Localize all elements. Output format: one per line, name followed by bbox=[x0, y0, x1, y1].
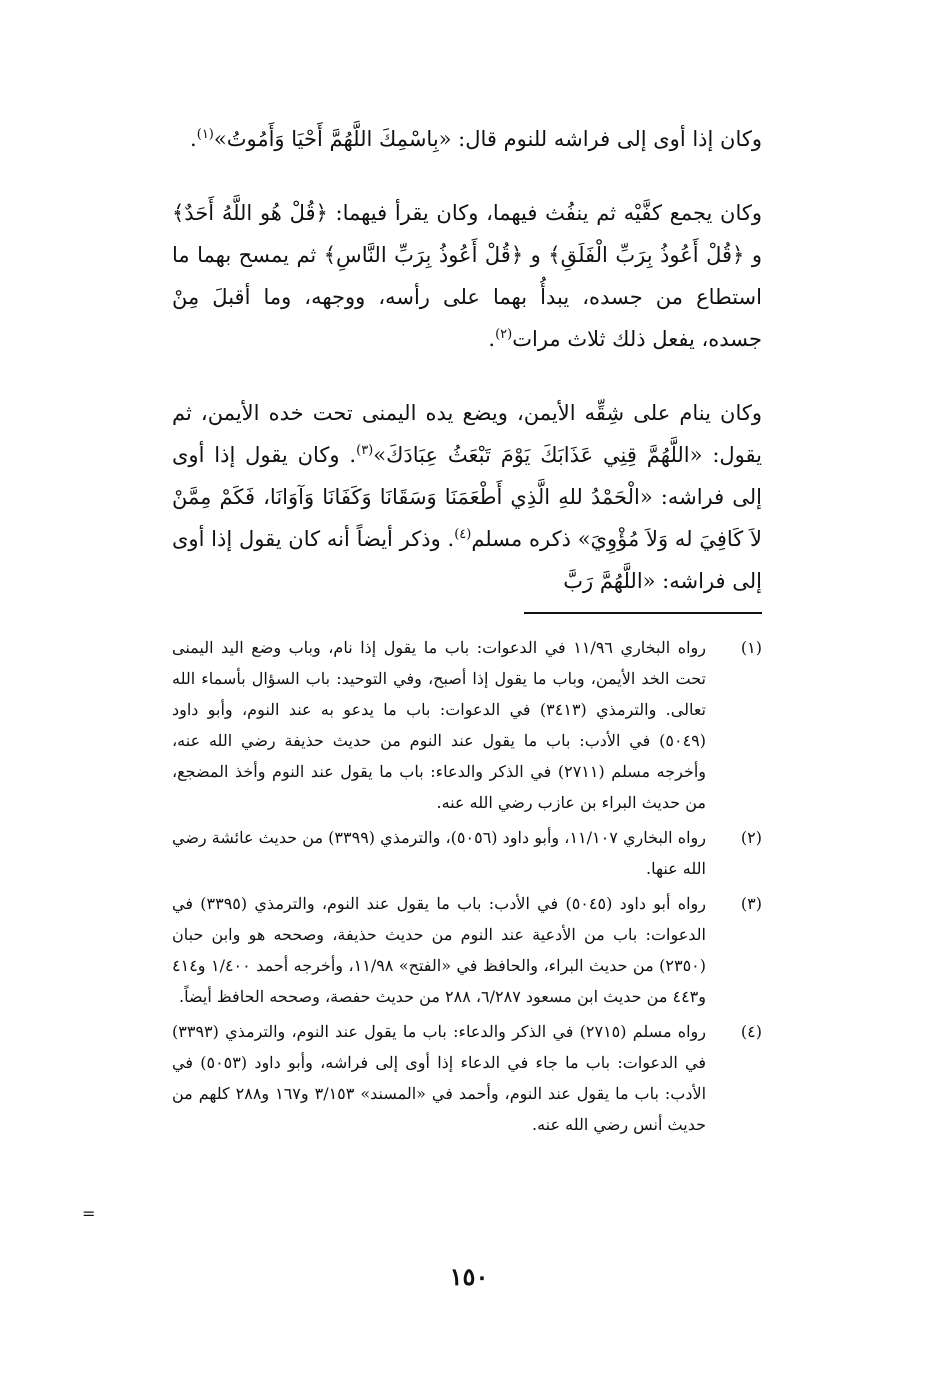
paragraph-end: . bbox=[190, 127, 197, 151]
footnote-number: (٣) bbox=[740, 894, 762, 913]
paragraph-sleeping-side bbox=[172, 392, 762, 602]
page-number: ١٥٠ bbox=[449, 1262, 489, 1291]
footnotes bbox=[172, 632, 762, 1144]
paragraph-text-continued: . وكان يقول إذا أوى إلى فراشه: «الْحَمْدُ للهِ الَّذِي أَطْعَمَنَا وَسَقَانَا وَكَفَانَا وَآوَانَا، فَكَمْ مِمَّنْ لاَ كَافِيَ له وَلاَ مُؤْوِيَ» ذكره مسلم bbox=[172, 443, 762, 551]
footnote-item bbox=[172, 632, 762, 818]
footnote-text: رواه أبو داود (٥٠٤٥) في الأدب: باب ما يقول عند النوم، والترمذي (٣٣٩٥) في الدعوات: باب من الأدعية عند النوم من حديث حذيفة، وصححه هو وابن حبان (٢٣٥٠) من حديث البراء، والحافظ في «الفتح» ١١/٩٨، وأخرجه أحمد ١/٤٠٠ و٤١٤ و٤٤٣ من حديث ابن مسعود ٦/٢٨٧، ٢٨٨ من حديث حفصة، وصححه الحافظ أيضاً. bbox=[172, 894, 707, 1006]
footnote-item bbox=[172, 888, 762, 1012]
continuation-mark: = bbox=[82, 1204, 96, 1223]
footnote-reference: (٢) bbox=[495, 327, 513, 342]
footnote-reference: (٣) bbox=[356, 443, 374, 458]
footnote-item bbox=[172, 822, 762, 884]
footnote-text: رواه البخاري ١١/٩٦ في الدعوات: باب ما يقول إذا نام، وباب وضع اليد اليمنى تحت الخد الأيمن، وباب ما يقول إذا أصبح، وفي التوحيد: باب السؤال بأسماء الله تعالى. والترمذي (٣٤١٣) في الدعوات: باب ما يدعو به عند النوم، وأبو داود (٥٠٤٩) في الأدب: باب ما يقول عند النوم من حديث حذيفة رضي الله عنه، وأخرجه مسلم (٢٧١١) في الذكر والدعاء: باب ما يقول عند النوم وأخذ المضجع، من حديث البراء بن عازب رضي الله عنه. bbox=[172, 638, 707, 812]
paragraph-text: وكان يجمع كفَّيْه ثم ينفُث فيهما، وكان يقرأ فيهما: ﴿قُلْ هُو اللَّهُ أَحَدٌ﴾ و ﴿قُلْ أَعُوذُ بِرَبِّ الْفَلَقِ﴾ و ﴿قُلْ أَعُوذُ بِرَبِّ النَّاسِ﴾ ثم يمسح بهما ما استطاع من جسده، يبدأُ بهما على رأسه، ووجهه، وما أقبلَ مِنْ جسده، يفعل ذلك ثلاث مرات bbox=[172, 201, 762, 351]
paragraph-text-continued: . وذكر أيضاً أنه كان يقول إذا أوى إلى فراشه: «اللَّهُمَّ رَبَّ bbox=[172, 527, 762, 593]
footnote-number: (٢) bbox=[740, 828, 762, 847]
paragraph-recitation bbox=[172, 192, 762, 360]
footnote-text: رواه البخاري ١١/١٠٧، وأبو داود (٥٠٥٦)، والترمذي (٣٣٩٩) من حديث عائشة رضي الله عنها. bbox=[172, 828, 706, 878]
paragraph-text: وكان إذا أوى إلى فراشه للنوم قال: «بِاسْمِكَ اللَّهُمَّ أَحْيَا وَأَمُوتُ» bbox=[213, 127, 762, 151]
footnote-reference: (١) bbox=[196, 127, 214, 142]
footnote-number: (٤) bbox=[740, 1022, 762, 1041]
footnote-item bbox=[172, 1016, 762, 1140]
footnote-reference: (٤) bbox=[454, 527, 472, 542]
footnote-number: (١) bbox=[740, 638, 762, 657]
paragraph-sleep-supplication bbox=[172, 118, 762, 160]
main-text bbox=[172, 118, 762, 602]
footnote-text: رواه مسلم (٢٧١٥) في الذكر والدعاء: باب ما يقول عند النوم، والترمذي (٣٣٩٣) في الدعوات: باب ما جاء في الدعاء إذا أوى إلى فراشه، وأبو داود (٥٠٥٣) في الأدب: باب ما يقول عند النوم، وأحمد في «المسند» ٣/١٥٣ و١٦٧ و٢٨٨ كلهم من حديث أنس رضي الله عنه. bbox=[172, 1022, 707, 1134]
paragraph-end: . bbox=[488, 327, 496, 351]
footnote-divider bbox=[524, 612, 762, 614]
paragraph-text: وكان ينام على شِقِّه الأيمن، ويضع يده اليمنى تحت خده الأيمن، ثم يقول: «اللَّهُمَّ قِنِي عَذَابَكَ يَوْمَ تَبْعَثُ عِبَادَكَ» bbox=[172, 401, 762, 467]
